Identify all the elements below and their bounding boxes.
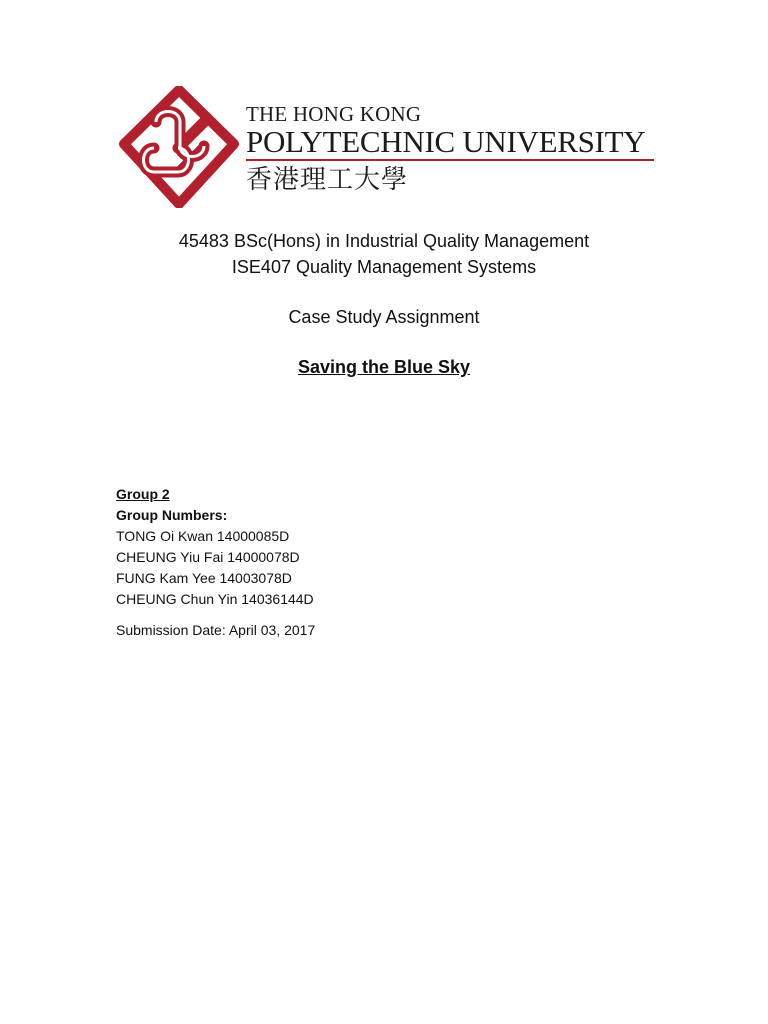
group-info [116,484,315,641]
submission-date: Submission Date: April 03, 2017 [116,622,316,638]
member-item: CHEUNG Yiu Fai 14000078D [116,549,300,565]
member-item: CHEUNG Chun Yin 14036144D [116,591,314,607]
assignment-type: Case Study Assignment [288,307,480,327]
course-title: ISE407 Quality Management Systems [231,257,537,277]
logo-divider [246,159,654,161]
university-logo [116,86,656,208]
assignment-title: Saving the Blue Sky [297,357,471,377]
member-item: TONG Oi Kwan 14000085D [116,528,290,544]
members-label: Group Numbers: [116,507,228,523]
logo-wordmark [246,104,656,193]
polyu-emblem-icon [116,86,242,208]
group-title: Group 2 [116,486,170,502]
logo-line-chinese: 香港理工大學 [246,165,409,195]
logo-line-english-2: POLYTECHNIC UNIVERSITY [246,124,646,159]
member-item: FUNG Kam Yee 14003078D [116,570,292,586]
program-title: 45483 BSc(Hons) in Industrial Quality Management [178,231,590,251]
logo-line-english-1: THE HONG KONG [246,102,422,126]
